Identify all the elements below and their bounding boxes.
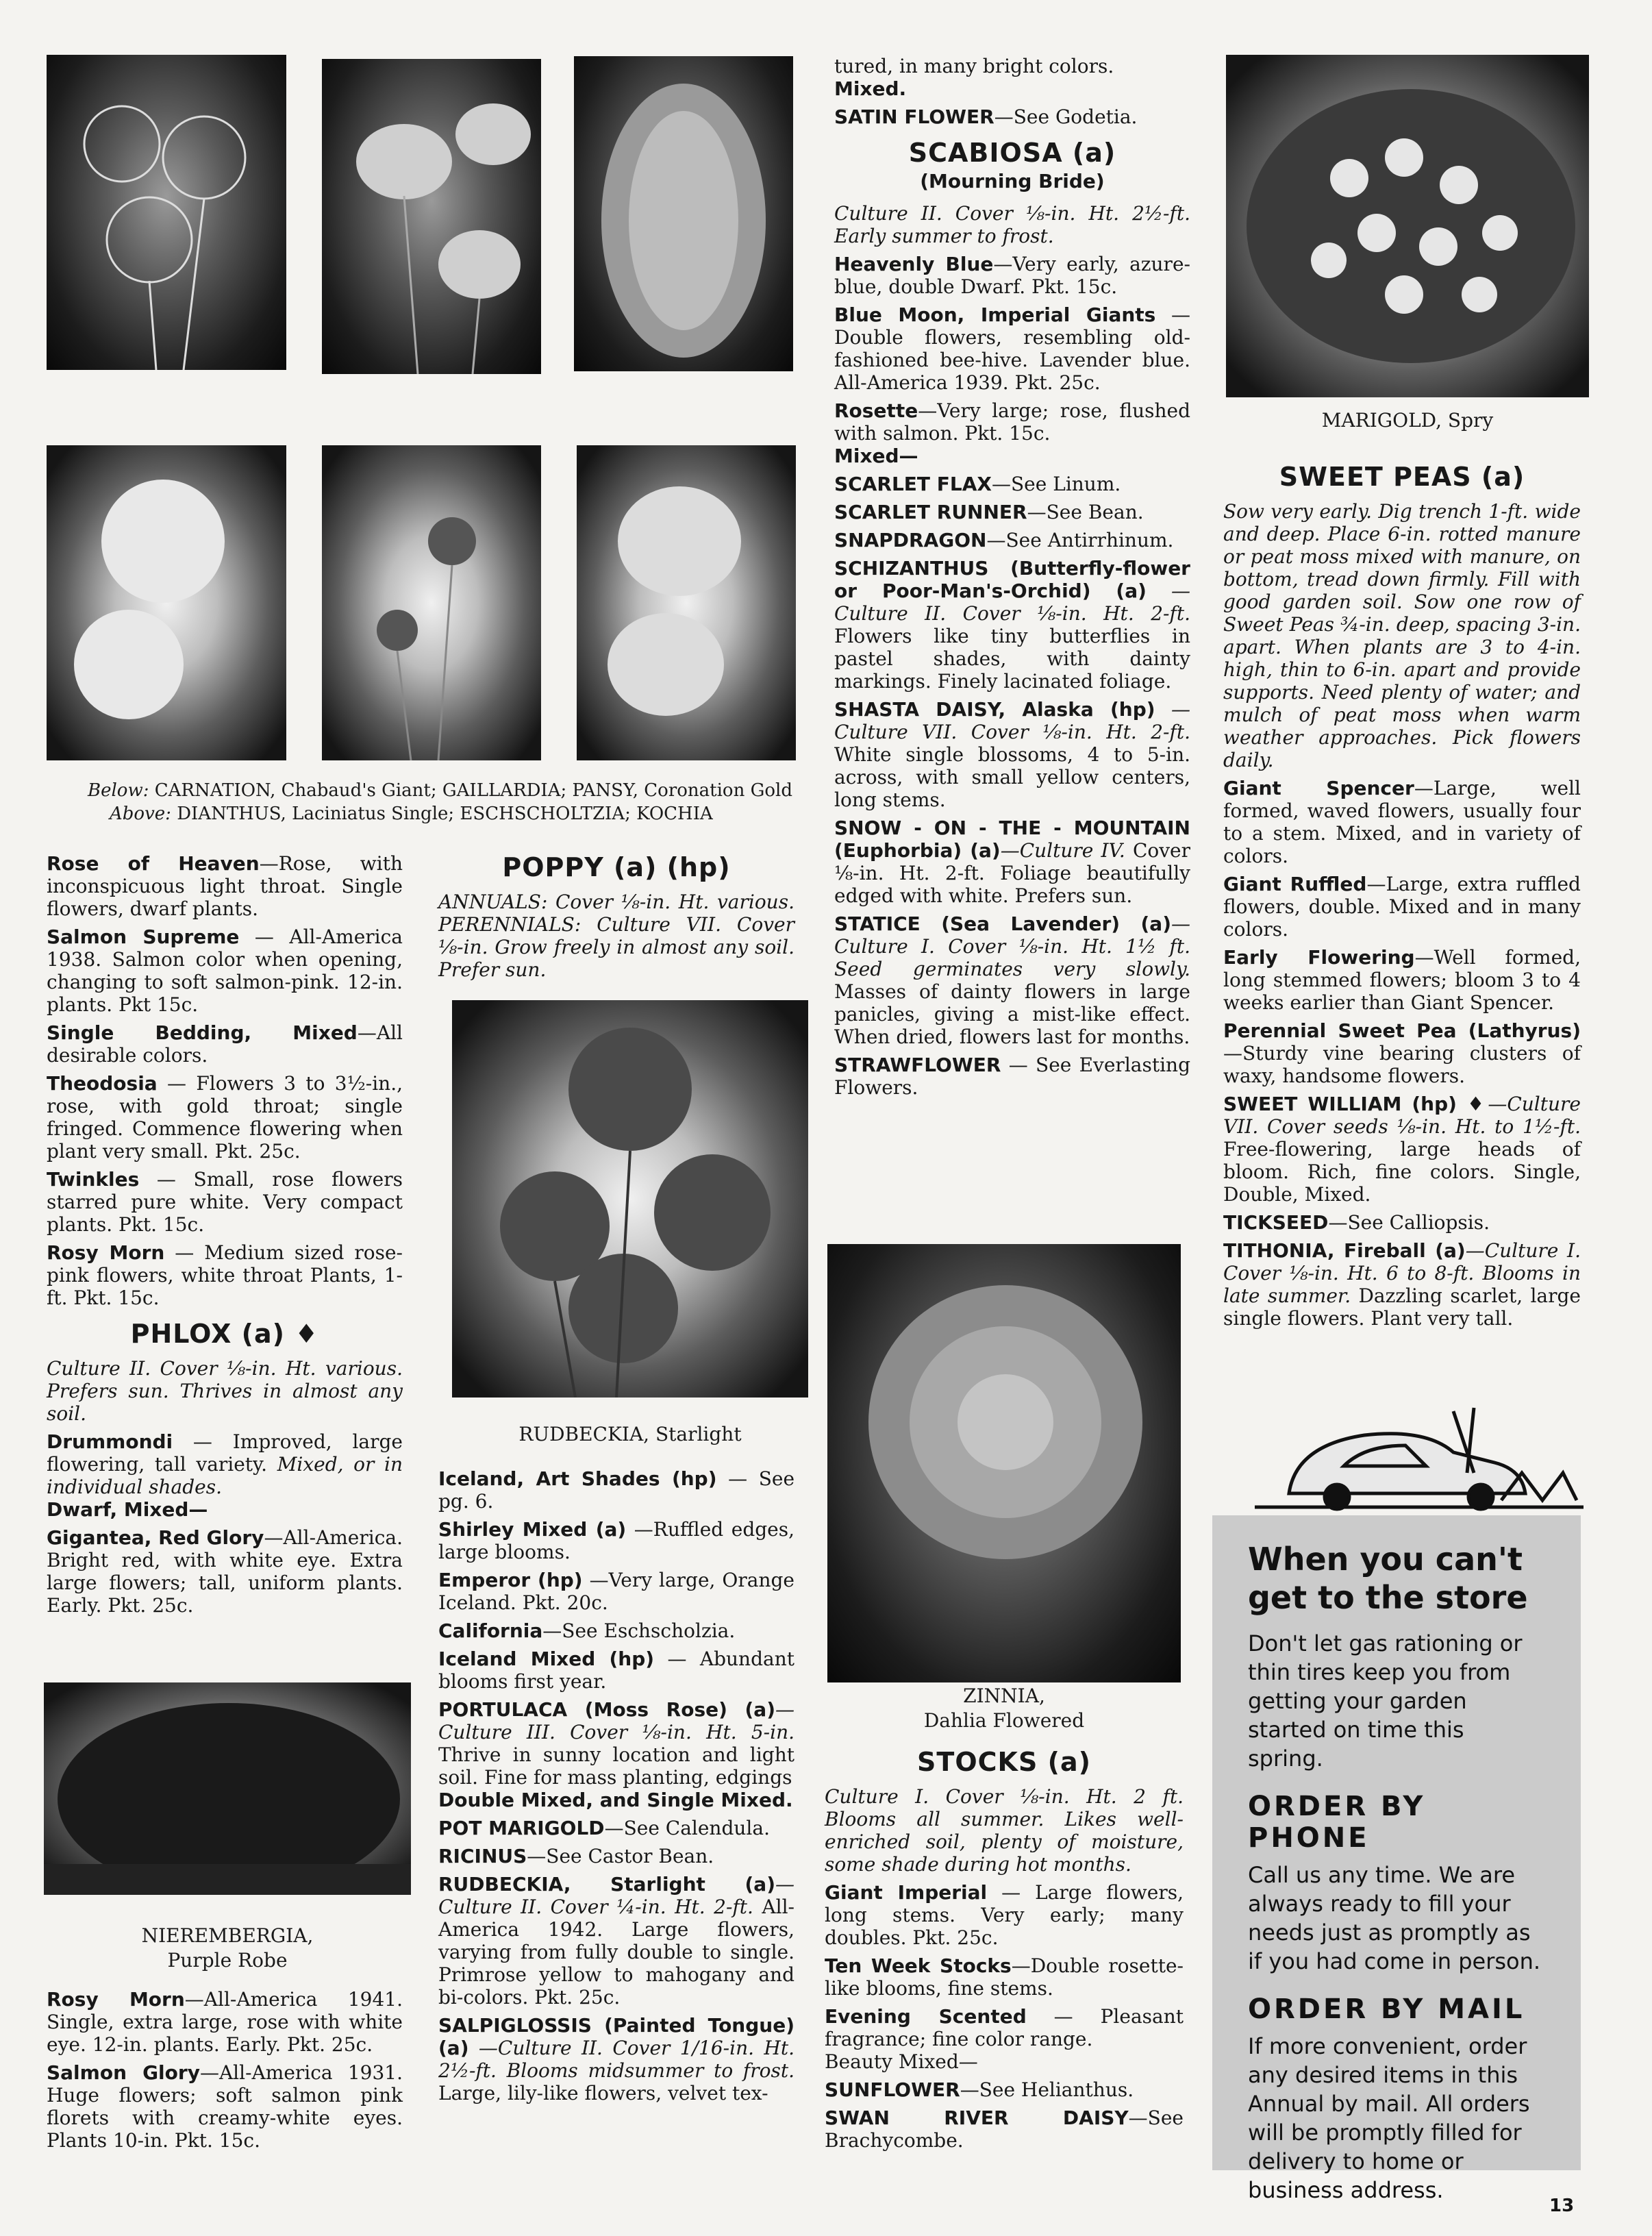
zinnia-flower-icon — [827, 1244, 1181, 1682]
entry-rosette — [834, 399, 1190, 445]
entry-desc-italic: Mixed, or in individual shades. — [47, 1453, 403, 1498]
entry-desc: —Large, well formed, waved flowers, usually four to a stem. Mixed, and in variety of colors. — [1223, 777, 1581, 867]
sweet-peas-culture: Sow very early. Dig trench 1-ft. wide and deep. Place 6-in. rotted manure or peat moss mixed with manure, on bottom, tread down firmly. Fill with good garden soil. Sow one row of Sweet Peas ¾-in. deep, spacing 3-in. apart. When plants are 3 to 4-in. high, thin to 6-in. apart and provide supports. Need plenty of water; and mulch of peat moss when warm weather approaches. Pick flowers daily. — [1223, 500, 1581, 771]
zinnia-photo — [827, 1244, 1181, 1682]
scabiosa-subheading: (Mourning Bride) — [920, 170, 1105, 192]
entry-title: RUDBECKIA, Starlight (a) — [438, 1873, 775, 1896]
entry-title: Theodosia — [47, 1072, 158, 1095]
entry-title: Rosette — [834, 399, 918, 422]
entry-title: SNOW - ON - THE - MOUNTAIN (Euphorbia) (a) — [834, 817, 1190, 862]
entry-title: Rosy Morn — [47, 1241, 165, 1264]
entry-desc: —See Antirrhinum. — [986, 529, 1174, 551]
entry-desc: — Abundant blooms first year. — [438, 1648, 794, 1693]
marigold-bush-icon — [1226, 55, 1589, 397]
entry-dwarf-mixed: Dwarf, Mixed— — [47, 1498, 208, 1521]
entry-title: Evening Scented — [825, 2005, 1027, 2028]
caption-below-text: CARNATION, Chabaud's Giant; GAILLARDIA; PANSY, Coronation Gold — [154, 780, 792, 801]
photo-caption-below — [88, 779, 841, 802]
page-number: 13 — [1549, 2196, 1575, 2216]
nierembergia-caption-line1: NIEREMBERGIA, — [141, 1924, 314, 1947]
entry-desc: Thrive in sunny location and light soil. Fine for mass planting, edgings — [438, 1743, 794, 1789]
carnation-photo — [47, 445, 286, 760]
entry-desc: — Medium sized rose-pink flowers, white throat Plants, 1-ft. Pkt. 15c. — [47, 1241, 403, 1309]
entry-giant-spencer — [1223, 777, 1581, 867]
entry-salmon-glory — [47, 2061, 403, 2152]
entry-early-flowering — [1223, 946, 1581, 1014]
entry-heavenly-blue — [834, 253, 1190, 298]
entry-title: Blue Moon, Imperial Giants — [834, 303, 1156, 326]
entry-salpiglossis — [438, 2014, 794, 2104]
entry-scarlet-flax — [834, 473, 1190, 495]
entry-title: PORTULACA (Moss Rose) (a) — [438, 1698, 775, 1721]
entry-title: SALPIGLOSSIS (Painted Tongue) (a) — [438, 2014, 794, 2059]
entry-desc: —Very large; rose, flushed with salmon. Pkt. 15c. — [834, 399, 1190, 445]
entry-desc: Free-flowering, large heads of bloom. Rich, fine colors. Single, Double, Mixed. — [1223, 1138, 1581, 1206]
marigold-caption: MARIGOLD, Spry — [1321, 409, 1494, 432]
entry-desc: — Pleasant fragrance; fine color range. — [825, 2005, 1184, 2050]
entry-rose-of-heaven — [47, 852, 403, 920]
entry-desc: —Large, extra ruffled flowers, double. Mixed and in many colors. — [1223, 873, 1581, 941]
kochia-shrub-icon — [574, 56, 793, 371]
entry-desc: — Small, rose flowers starred pure white. Very compact plants. Pkt. 15c. — [47, 1168, 403, 1236]
order-by-phone-heading: ORDER BY PHONE — [1248, 1791, 1426, 1854]
order-info-box — [1212, 1515, 1581, 2203]
entry-desc: —Well formed, long stemmed flowers; bloom 3 to 4 weeks earlier than Giant Spencer. — [1223, 946, 1581, 1014]
zinnia-caption-line1: ZINNIA, — [963, 1685, 1045, 1707]
entry-title: SCHIZANTHUS (Butterfly-flower or Poor-Man's-Orchid) (a) — [834, 557, 1190, 602]
car-illustration-icon — [1248, 1398, 1590, 1514]
entry-title: Perennial Sweet Pea (Lathyrus) — [1223, 1019, 1581, 1042]
entry-title: SWAN RIVER DAISY — [825, 2107, 1129, 2129]
entry-title: RICINUS — [438, 1845, 527, 1867]
nierembergia-caption — [44, 1924, 411, 1973]
entry-desc: White single blossoms, 4 to 5-in. across, with small yellow centers, long stems. — [834, 743, 1190, 811]
entry-title: Early Flowering — [1223, 946, 1415, 969]
entry-single-bedding — [47, 1021, 403, 1067]
entry-culture: — Culture I. Cover ⅛-in. Ht. 1½ ft. Seed germinates very slowly. — [834, 912, 1190, 980]
caption-below-label: Below: — [88, 780, 149, 801]
rudbeckia-flowers-icon — [452, 1000, 808, 1398]
entry-tithonia — [1223, 1239, 1581, 1330]
poppy-culture: ANNUALS: Cover ⅛-in. Ht. various. PERENNIALS: Culture VII. Cover ⅛-in. Grow freely in almost any soil. Prefer sun. — [438, 891, 794, 981]
poppy-flowers-icon — [322, 59, 541, 374]
entry-sweet-william — [1223, 1093, 1581, 1206]
entry-title: SCARLET RUNNER — [834, 501, 1027, 523]
entry-title: Iceland, Art Shades (hp) — [438, 1467, 717, 1490]
column-1-bottom — [47, 1988, 403, 2157]
rudbeckia-photo — [452, 1000, 808, 1398]
kochia-photo — [574, 56, 793, 371]
carnation-flowers-icon — [47, 445, 286, 760]
entry-title: SCARLET FLAX — [834, 473, 992, 495]
stocks-heading: STOCKS (a) — [917, 1747, 1091, 1777]
entry-desc: Dazzling scarlet, large single flowers. Plant very tall. — [1223, 1284, 1581, 1330]
entry-desc: — All-America 1938. Salmon color when opening, changing to soft salmon-pink. 12-in. plants. Pkt 15c. — [47, 926, 403, 1016]
eschscholtzia-photo — [322, 59, 541, 374]
entry-title: Twinkles — [47, 1168, 140, 1191]
order-box-intro: Don't let gas rationing or thin tires keep you from getting your garden started on time this spring. — [1248, 1630, 1523, 1772]
gaillardia-photo — [322, 445, 541, 760]
order-by-phone-text: Call us any time. We are always ready to fill your needs just as promptly as if you had come in person. — [1248, 1862, 1541, 1974]
entry-title: STRAWFLOWER — [834, 1054, 1001, 1076]
photo-caption-above — [110, 802, 863, 825]
rudbeckia-caption: RUDBECKIA, Starlight — [518, 1423, 742, 1445]
entry-culture: —Culture VII. Cover seeds ⅛-in. Ht. to 1½-ft. — [1223, 1093, 1581, 1138]
entry-desc: — Double flowers, resembling old-fashioned bee-hive. Lavender blue. All-America 1939. Pkt. 25c. — [834, 303, 1191, 394]
entry-beauty-mixed: Beauty Mixed— — [825, 2050, 978, 2073]
entry-title: POT MARIGOLD — [438, 1817, 605, 1839]
entry-evening-scented — [825, 2005, 1184, 2050]
dianthus-photo — [47, 55, 286, 370]
entry-mixed-2: Mixed— — [834, 445, 918, 467]
entry-desc: —Sturdy vine bearing clusters of waxy, handsome flowers. — [1223, 1042, 1581, 1087]
entry-title: Salmon Supreme — [47, 926, 240, 948]
column-2-bottom — [438, 1467, 794, 2110]
entry-double-mixed: Double Mixed, and Single Mixed. — [438, 1789, 793, 1811]
entry-title: Ten Week Stocks — [825, 1954, 1012, 1977]
nierembergia-photo — [44, 1682, 411, 1895]
entry-desc: —See Brachycombe. — [825, 2107, 1184, 2152]
entry-desc: —See Eschscholzia. — [542, 1619, 736, 1642]
entry-title: Gigantea, Red Glory — [47, 1526, 264, 1549]
column-2-top — [438, 843, 794, 986]
entry-title: Rosy Morn — [47, 1988, 185, 2011]
nierembergia-bush-icon — [44, 1682, 411, 1895]
entry-portulaca — [438, 1698, 794, 1789]
nierembergia-caption-line2: Purple Robe — [167, 1949, 288, 1972]
entry-desc: — Large flowers, long stems. Very early; many doubles. Pkt. 25c. — [825, 1881, 1184, 1949]
caption-above-text: DIANTHUS, Laciniatus Single; ESCHSCHOLTZIA; KOCHIA — [177, 804, 713, 824]
entry-desc: —All desirable colors. — [47, 1021, 403, 1067]
entry-title: Single Bedding, Mixed — [47, 1021, 358, 1044]
entry-title: Drummondi — [47, 1430, 173, 1453]
entry-desc: —Very early, azure-blue, double Dwarf. Pkt. 15c. — [834, 253, 1190, 298]
entry-culture: — Culture II. Cover ⅛-in. Ht. 2-ft. — [834, 580, 1190, 625]
entry-desc: —Very large, Orange Iceland. Pkt. 20c. — [438, 1569, 794, 1614]
entry-title: Giant Imperial — [825, 1881, 988, 1904]
entry-blue-moon — [834, 303, 1190, 394]
entry-desc: —See Calliopsis. — [1328, 1211, 1490, 1234]
entry-sunflower — [825, 2078, 1184, 2101]
entry-title: Rose of Heaven — [47, 852, 260, 875]
entry-desc: —See Bean. — [1027, 501, 1144, 523]
entry-salmon-supreme — [47, 926, 403, 1016]
entry-strawflower — [834, 1054, 1190, 1099]
entry-swan-river-daisy — [825, 2107, 1184, 2152]
stocks-culture: Culture I. Cover ⅛-in. Ht. 2 ft. Blooms all summer. Likes well-enriched soil, plenty of moisture, some shade during hot months. — [825, 1785, 1184, 1876]
entry-title: Shirley Mixed (a) — [438, 1518, 627, 1541]
entry-twinkles — [47, 1168, 403, 1236]
entry-title: Iceland Mixed (hp) — [438, 1648, 655, 1670]
entry-iceland-mixed — [438, 1648, 794, 1693]
poppy-heading: POPPY (a) (hp) — [502, 852, 731, 882]
entry-desc: —See Calendula. — [604, 1817, 770, 1839]
caption-above-label: Above: — [110, 804, 171, 824]
zinnia-caption-line2: Dahlia Flowered — [923, 1709, 1085, 1732]
entry-statice — [834, 912, 1190, 1048]
entry-desc: —See Godetia. — [994, 105, 1138, 128]
entry-desc: —See Linum. — [992, 473, 1121, 495]
entry-culture: —Culture II. Cover 1/16-in. Ht. 2½-ft. Blooms midsummer to frost. — [438, 2037, 794, 2082]
entry-culture: —Culture II. Cover ¼-in. Ht. 2-ft. — [438, 1873, 794, 1918]
pansy-photo — [577, 445, 796, 760]
entry-desc: —All-America 1941. Single, extra large, rose with white eye. 12-in. plants. Early. Pkt. 25c. — [47, 1988, 403, 2056]
column-3-bottom — [825, 1737, 1184, 2157]
entry-snapdragon — [834, 529, 1190, 551]
entry-rudbeckia — [438, 1873, 794, 2009]
entry-pot-marigold — [438, 1817, 794, 1839]
entry-ricinus — [438, 1845, 794, 1867]
entry-desc: —See Helianthus. — [960, 2078, 1134, 2101]
entry-title: Emperor (hp) — [438, 1569, 583, 1591]
entry-rosy-morn — [47, 1241, 403, 1309]
entry-desc: Flowers like tiny butterflies in pastel shades, with dainty markings. Finely lacinated foliage. — [834, 625, 1190, 693]
entry-desc: Cover ⅛-in. Ht. 2-ft. Foliage beautifully edged with white. Prefers sun. — [834, 839, 1190, 907]
phlox-culture: Culture II. Cover ⅛-in. Ht. various. Prefers sun. Thrives in almost any soil. — [47, 1357, 403, 1425]
entry-tickseed — [1223, 1211, 1581, 1234]
entry-desc: — Flowers 3 to 3½-in., rose, with gold throat; single fringed. Commence flowering when plant very small. Pkt. 25c. — [47, 1072, 403, 1163]
order-by-mail-text: If more convenient, order any desired items in this Annual by mail. All orders will be promptly filled for delivery to home or business address. — [1248, 2033, 1530, 2203]
entry-title: SNAPDRAGON — [834, 529, 987, 551]
entry-title: Salmon Glory — [47, 2061, 200, 2084]
entry-culture: —Culture III. Cover ⅛-in. Ht. 5-in. — [438, 1698, 794, 1743]
dianthus-flowers-icon — [47, 55, 286, 370]
entry-gigantea — [47, 1526, 403, 1617]
entry-desc: Masses of dainty flowers in large panicles, giving a mist-like effect. When dried, flowers last for months. — [834, 980, 1190, 1048]
entry-title: SWEET WILLIAM (hp) ♦ — [1223, 1093, 1488, 1115]
entry-scarlet-runner — [834, 501, 1190, 523]
entry-culture: —Culture IV. — [1000, 839, 1125, 862]
entry-desc: —Rose, with inconspicuous light throat. Single flowers, dwarf plants. — [47, 852, 403, 920]
gaillardia-flowers-icon — [322, 445, 541, 760]
entry-title: California — [438, 1619, 543, 1642]
entry-title: Giant Spencer — [1223, 777, 1414, 799]
entry-desc: —All-America 1931. Huge flowers; soft salmon pink florets with creamy-white eyes. Plants 10-in. Pkt. 15c. — [47, 2061, 403, 2152]
entry-desc: —Double rosette-like blooms, fine stems. — [825, 1954, 1184, 2000]
entry-schizanthus — [834, 557, 1190, 693]
order-box-headline: When you can't get to the store — [1248, 1541, 1528, 1616]
entry-rosy-morn-1941 — [47, 1988, 403, 2056]
zinnia-caption — [827, 1684, 1181, 1733]
phlox-heading: PHLOX (a) ♦ — [130, 1319, 319, 1349]
sweet-peas-heading: SWEET PEAS (a) — [1279, 462, 1525, 492]
marigold-photo — [1226, 55, 1589, 397]
entry-desc: —Ruffled edges, large blooms. — [438, 1518, 794, 1563]
entry-giant-ruffled — [1223, 873, 1581, 941]
entry-culture: —Culture I. Cover ⅛-in. Ht. 6 to 8-ft. Blooms in late summer. — [1223, 1239, 1581, 1307]
entry-iceland-art — [438, 1467, 794, 1513]
entry-desc: —All-America. Bright red, with white eye. Extra large flowers; tall, uniform plants. Early. Pkt. 25c. — [47, 1526, 403, 1617]
entry-title: Heavenly Blue — [834, 253, 994, 275]
entry-ten-week-stocks — [825, 1954, 1184, 2000]
order-by-mail-heading: ORDER BY MAIL — [1248, 1993, 1525, 2025]
entry-title: SUNFLOWER — [825, 2078, 960, 2101]
entry-giant-imperial — [825, 1881, 1184, 1949]
column-4 — [1223, 452, 1581, 1335]
entry-theodosia — [47, 1072, 403, 1163]
entry-perennial-sweet-pea — [1223, 1019, 1581, 1087]
entry-title: TITHONIA, Fireball (a) — [1223, 1239, 1466, 1262]
entry-culture: — Culture VII. Cover ⅛-in. Ht. 2-ft. — [834, 698, 1190, 743]
scabiosa-heading: SCABIOSA (a) — [908, 138, 1116, 168]
continued-text: tured, in many bright colors. — [834, 55, 1114, 77]
entry-title: Giant Ruffled — [1223, 873, 1367, 895]
entry-title: STATICE (Sea Lavender) (a) — [834, 912, 1171, 935]
entry-desc: Large, lily-like flowers, velvet tex- — [438, 2082, 768, 2104]
column-3-top — [834, 55, 1190, 1104]
entry-desc: —See Castor Bean. — [527, 1845, 714, 1867]
entry-desc: — See pg. 6. — [438, 1467, 795, 1513]
entry-snow-on-the-mountain — [834, 817, 1190, 907]
entry-shirley — [438, 1518, 794, 1563]
entry-emperor — [438, 1569, 794, 1614]
entry-shasta-daisy — [834, 698, 1190, 811]
entry-title: TICKSEED — [1223, 1211, 1329, 1234]
pansy-flowers-icon — [577, 445, 796, 760]
entry-desc: — See Everlasting Flowers. — [834, 1054, 1190, 1099]
entry-california — [438, 1619, 794, 1642]
entry-desc: — Improved, large flowering, tall variety. — [47, 1430, 403, 1476]
entry-satin-flower — [834, 105, 1190, 128]
entry-desc: All-America 1942. Large flowers, varying from fully double to single. Primrose yellow to mahogany and bi-colors. Pkt. 25c. — [438, 1896, 794, 2009]
entry-title: SHASTA DAISY, Alaska (hp) — [834, 698, 1155, 721]
entry-mixed: Mixed. — [834, 77, 907, 100]
entry-drummondi — [47, 1430, 403, 1498]
column-1-top — [47, 852, 403, 1622]
scabiosa-culture: Culture II. Cover ⅛-in. Ht. 2½-ft. Early summer to frost. — [834, 202, 1190, 247]
entry-title: SATIN FLOWER — [834, 105, 994, 128]
